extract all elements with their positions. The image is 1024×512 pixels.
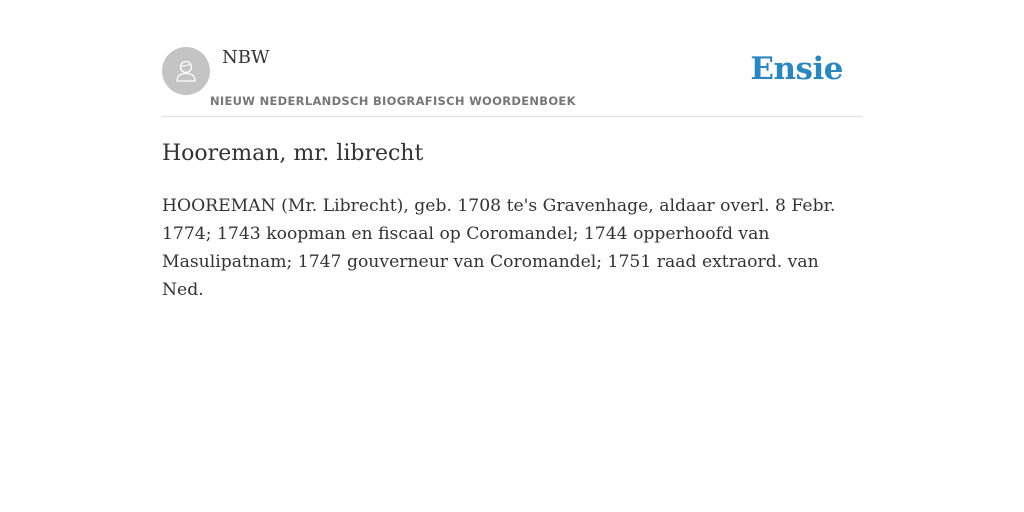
source-header bbox=[162, 0, 862, 117]
entry-title: Hooreman, mr. librecht bbox=[162, 141, 424, 166]
user-icon bbox=[171, 56, 201, 86]
source-subtitle: NIEUW NEDERLANDSCH BIOGRAFISCH WOORDENBOEK bbox=[210, 94, 576, 108]
content-container bbox=[162, 0, 862, 300]
entry-body: HOOREMAN (Mr. Librecht), geb. 1708 te's Gravenhage, aldaar overl. 8 Febr. 1774; 1743 koopman en fiscaal op Coromandel; 1744 opperhoofd van Masulipatnam; 1747 gouverneur van Coromandel; 1751 raad extraord. van Ned. bbox=[162, 196, 836, 300]
source-avatar[interactable] bbox=[162, 47, 210, 95]
ensie-logo[interactable]: Ensie bbox=[750, 51, 843, 87]
source-name[interactable]: NBW bbox=[222, 47, 270, 68]
